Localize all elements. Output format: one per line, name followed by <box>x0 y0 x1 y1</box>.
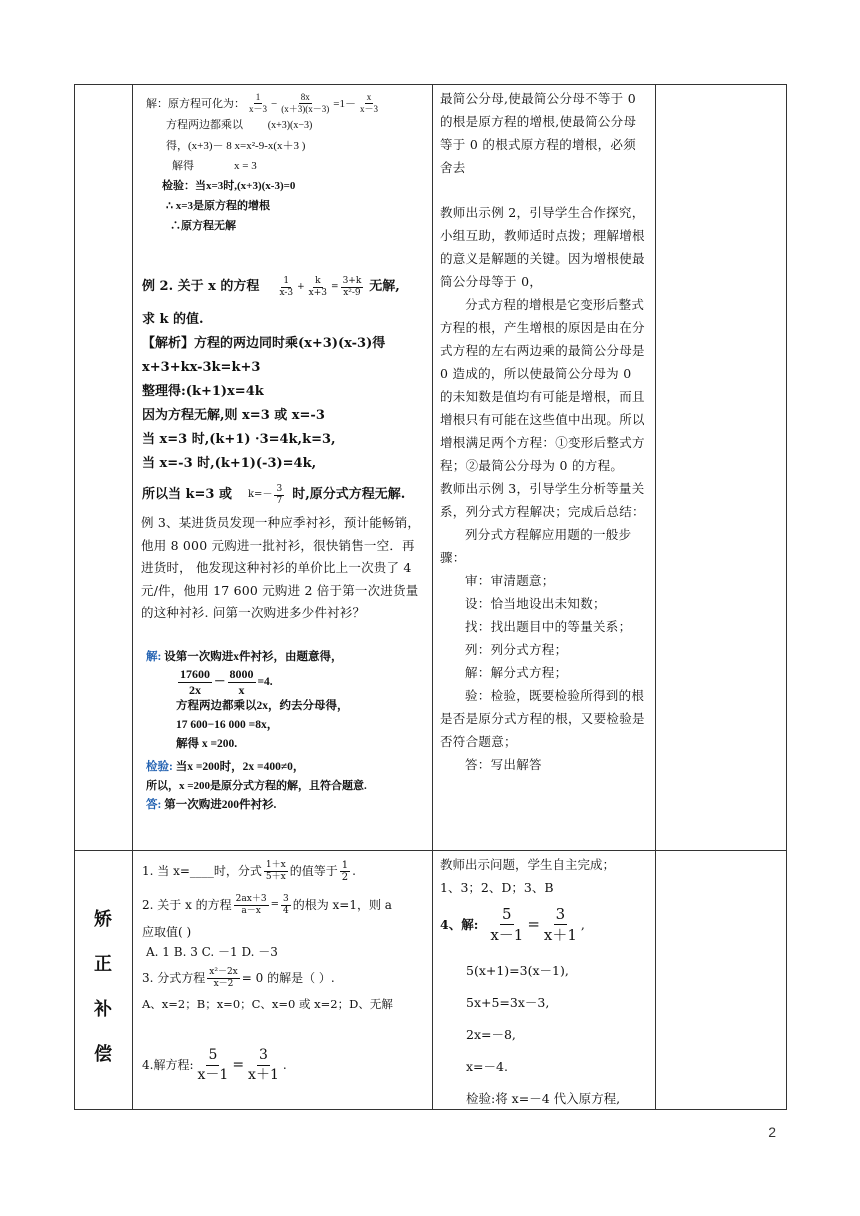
example3-sol-line1: 解: 设第一次购进x件衬衫，由题意得， <box>146 651 343 663</box>
solution1-fraction-3: $\frac{x}{x-3}$ <box>359 92 378 114</box>
example2-k-fraction: $\frac{3}{7}$ <box>276 483 283 506</box>
example3-sol-line3: 方程两边都乘以2x，约去分母得， <box>176 700 349 712</box>
notes-step-7: 答：写出解答 <box>465 757 542 772</box>
example3-solution <box>146 648 428 815</box>
solution1-line3: 得，(x+3)－ 8 x=x²-9-x(x＋3 ) <box>166 140 306 152</box>
example2-line5: 整理得:(k+1)x=4k <box>142 384 264 399</box>
example2-line4: x+3+kx-3k=k+3 <box>142 360 261 375</box>
q1-half-fraction: $\frac{1}{2}$ <box>341 859 349 883</box>
example2-block <box>142 270 430 514</box>
table-col-divider-1 <box>132 84 133 1110</box>
section-label-char-1: 矫 <box>94 909 112 930</box>
q4-step-4: x=－4. <box>466 1059 508 1074</box>
solution1-line7: ∴原方程无解 <box>170 220 236 232</box>
solution1-line5: 检验：当x=3时,(x+3)(x-3)=0 <box>162 180 296 192</box>
example2-fraction-2: $\frac{k}{x+3}$ <box>308 275 328 298</box>
practice-q2-options: A. 1 B. 3 C. －1 D. －3 <box>146 945 278 959</box>
q4-step-2: 5x+5=3x－3, <box>466 995 550 1010</box>
practice-q4: 4.解方程: $\frac{5}{x-1}$ = $\frac{3}{x+1}$ . <box>142 1046 287 1083</box>
example2-fraction-1: $\frac{1}{x-3}$ <box>279 275 294 298</box>
practice-q2: 2. 关于 x 的方程 $\frac{2ax+3}{a-x}$ = $\frac{3}{4}$ 的根为 x=1，则 a <box>142 893 392 916</box>
solution1-prefix: 解：原方程可化为： <box>146 97 245 110</box>
practice-answer-keys: 1、3；2、D；3、B <box>440 880 554 895</box>
solution1-line1: 解：原方程可化为： $\frac{1}{x-3}$ − $\frac{8x}{(x+3)(x-3)}$ =1－ $\frac{x}{x-3}$ <box>146 92 378 114</box>
section-label-char-3: 补 <box>94 999 112 1020</box>
example1-solution <box>146 92 426 236</box>
q4-sol-fraction-2: $\frac{3}{x+1}$ <box>543 904 577 944</box>
notes-step-4: 列：列分式方程； <box>465 642 568 657</box>
example2-line1: 例 2. 关于 x 的方程 $\frac{1}{x-3}$ + $\frac{k}{x+3}$ = $\frac{3+k}{\text{x²-9}}$ 无解, <box>142 275 400 298</box>
practice-intro: 教师出示问题，学生自主完成； <box>440 857 616 872</box>
notes-step-6: 验：检验，既要检验所得到的根是否是原分式方程的根，又要检验是否符合题意； <box>440 688 645 749</box>
example3-text: 例 3、某进货员发现一种应季衬衫，预计能畅销，他用 8 000 元购进一批衬衫，很快销售一空．再进货时， 他发现这种衬衫的单价比上一次贵了 4 元/件，他用 17 600 元购进 2 倍于第一次进货量的这种衬衫. 问第一次购进多少件衬衫？ <box>141 515 421 620</box>
notes-para4: 教师出示例 3，引导学生分析等量关系，列分式方程解决；完成后总结： <box>440 481 645 519</box>
notes-step-3: 找：找出题目中的等量关系； <box>465 619 632 634</box>
q4-fraction-2: $\frac{3}{x+1}$ <box>248 1046 279 1083</box>
example3-sol-line4: 17 600−16 000 =8x， <box>176 719 279 731</box>
table-col-divider-2 <box>432 84 433 1110</box>
practice-questions <box>142 856 428 1088</box>
example2-line8: 当 x=-3 时,(k+1)(-3)=4k, <box>142 456 317 471</box>
example2-fraction-3: $\frac{3+k}{\text{x²-9}}$ <box>342 275 362 298</box>
practice-q3-options: A、x=2；B；x=0；C、x=0 或 x=2；D、无解 <box>142 997 393 1011</box>
example3-conclusion: 所以，x =200是原分式方程的解，且符合题意. <box>146 780 367 792</box>
table-row-divider <box>74 850 787 851</box>
q4-solution-header: 4、解: $\frac{5}{x-1}$ = $\frac{3}{x+1}$ , <box>440 904 585 944</box>
table-top-border <box>74 84 787 85</box>
practice-q2-line2: 应取值( ) <box>142 925 192 939</box>
practice-answers <box>440 853 650 1115</box>
example3-fraction-2: $\frac{8000}{x}$ <box>229 666 254 697</box>
example2-line7: 当 x=3 时,(k+1) ·3=4k,k=3, <box>142 432 336 447</box>
example2-line6: 因为方程无解,则 x=3 或 x=-3 <box>142 408 325 423</box>
q4-step-1: 5(x+1)=3(x－1), <box>466 963 569 978</box>
q1-fraction: $\frac{1+x}{5+x}$ <box>265 859 286 882</box>
example3-problem <box>141 512 427 625</box>
table-right-border <box>786 84 787 1110</box>
q2-fraction: $\frac{2ax+3}{a-x}$ <box>235 893 267 916</box>
notes-step-5: 解：解分式方程； <box>465 665 568 680</box>
example3-fraction-1: $\frac{17600}{2x}$ <box>180 666 210 697</box>
q4-fraction-1: $\frac{5}{x-1}$ <box>197 1046 229 1083</box>
notes-para2: 教师出示例 2，引导学生合作探究，小组互助，教师适时点拨；理解增根的意义是解题的关键。因为增根使最简公分母等于 0， <box>440 205 645 289</box>
section-label-char-4: 偿 <box>94 1044 112 1065</box>
example2-line2: 求 k 的值. <box>142 312 204 327</box>
solution1-line4: 解得 x = 3 <box>172 160 257 172</box>
solution1-fraction-1: $\frac{1}{x-3}$ <box>249 92 268 114</box>
example3-sol-line5: 解得 x =200. <box>176 738 238 750</box>
example2-line3: 【解析】方程的两边同时乘(x+3)(x-3)得 <box>142 336 386 351</box>
table-bottom-border <box>74 1109 787 1110</box>
q3-fraction: $\frac{\text{x²－2x}}{x-2}$ <box>209 966 238 989</box>
section-label-char-2: 正 <box>94 954 112 975</box>
teaching-notes <box>440 87 648 776</box>
example3-check: 检验: 当x =200时，2x =400≠0， <box>146 761 305 773</box>
notes-para1: 最简公分母,使最简公分母不等于 0 的根是原方程的增根,使最简公分母等于 0 的根式原方程的增根，必须舍去 <box>440 91 637 175</box>
practice-q3: 3. 分式方程 $\frac{\text{x²－2x}}{x-2}$ = 0 的解是（ ）. <box>142 966 335 989</box>
solution1-line6: ∴ x=3是原方程的增根 <box>166 200 271 212</box>
example2-line9: 所以当 k=3 或 k=－ $\frac{3}{7}$ 时,原分式方程无解. <box>142 483 406 506</box>
solution1-fraction-2: $\frac{8x}{(x+3)(x-3)}$ <box>281 92 330 114</box>
example3-answer: 答: 第一次购进200件衬衫. <box>146 799 277 811</box>
q4-step-3: 2x=－8, <box>466 1027 516 1042</box>
q4-solution-steps <box>440 955 650 1115</box>
page-number: 2 <box>768 1124 776 1140</box>
solution1-rhs: =1－ <box>333 97 356 110</box>
solution1-line2: 方程两边都乘以 (x+3)(x−3) <box>166 119 313 131</box>
q2-fraction-rhs: $\frac{3}{4}$ <box>282 893 289 916</box>
notes-step-1: 审：审清题意； <box>465 573 555 588</box>
table-col-divider-3 <box>655 84 656 1110</box>
q4-sol-fraction-1: $\frac{5}{x-1}$ <box>490 904 524 944</box>
q4-step-5: 检验:将 x=－4 代入原方程, <box>466 1091 621 1106</box>
example3-equation: $\frac{17600}{2x}$ － $\frac{8000}{x}$ =4. <box>180 666 273 697</box>
practice-q1: 1. 当 x=____时，分式 $\frac{1+x}{5+x}$ 的值等于 $\frac{1}{2}$ . <box>142 859 356 883</box>
notes-step-2: 设：恰当地设出未知数； <box>465 596 606 611</box>
notes-para3: 分式方程的增根是它变形后整式方程的根，产生增根的原因是由在分式方程的左右两边乘的最简公分母是 0 造成的，所以使最简公分母为 0 的未知数是值均有可能是增根，而且增根只有可能在这些值中出现。所以增根满足两个方程：①变形后整式方程；②最简公分母为 0 的方程。 <box>440 297 645 473</box>
notes-para5: 列分式方程解应用题的一般步骤： <box>440 527 632 565</box>
